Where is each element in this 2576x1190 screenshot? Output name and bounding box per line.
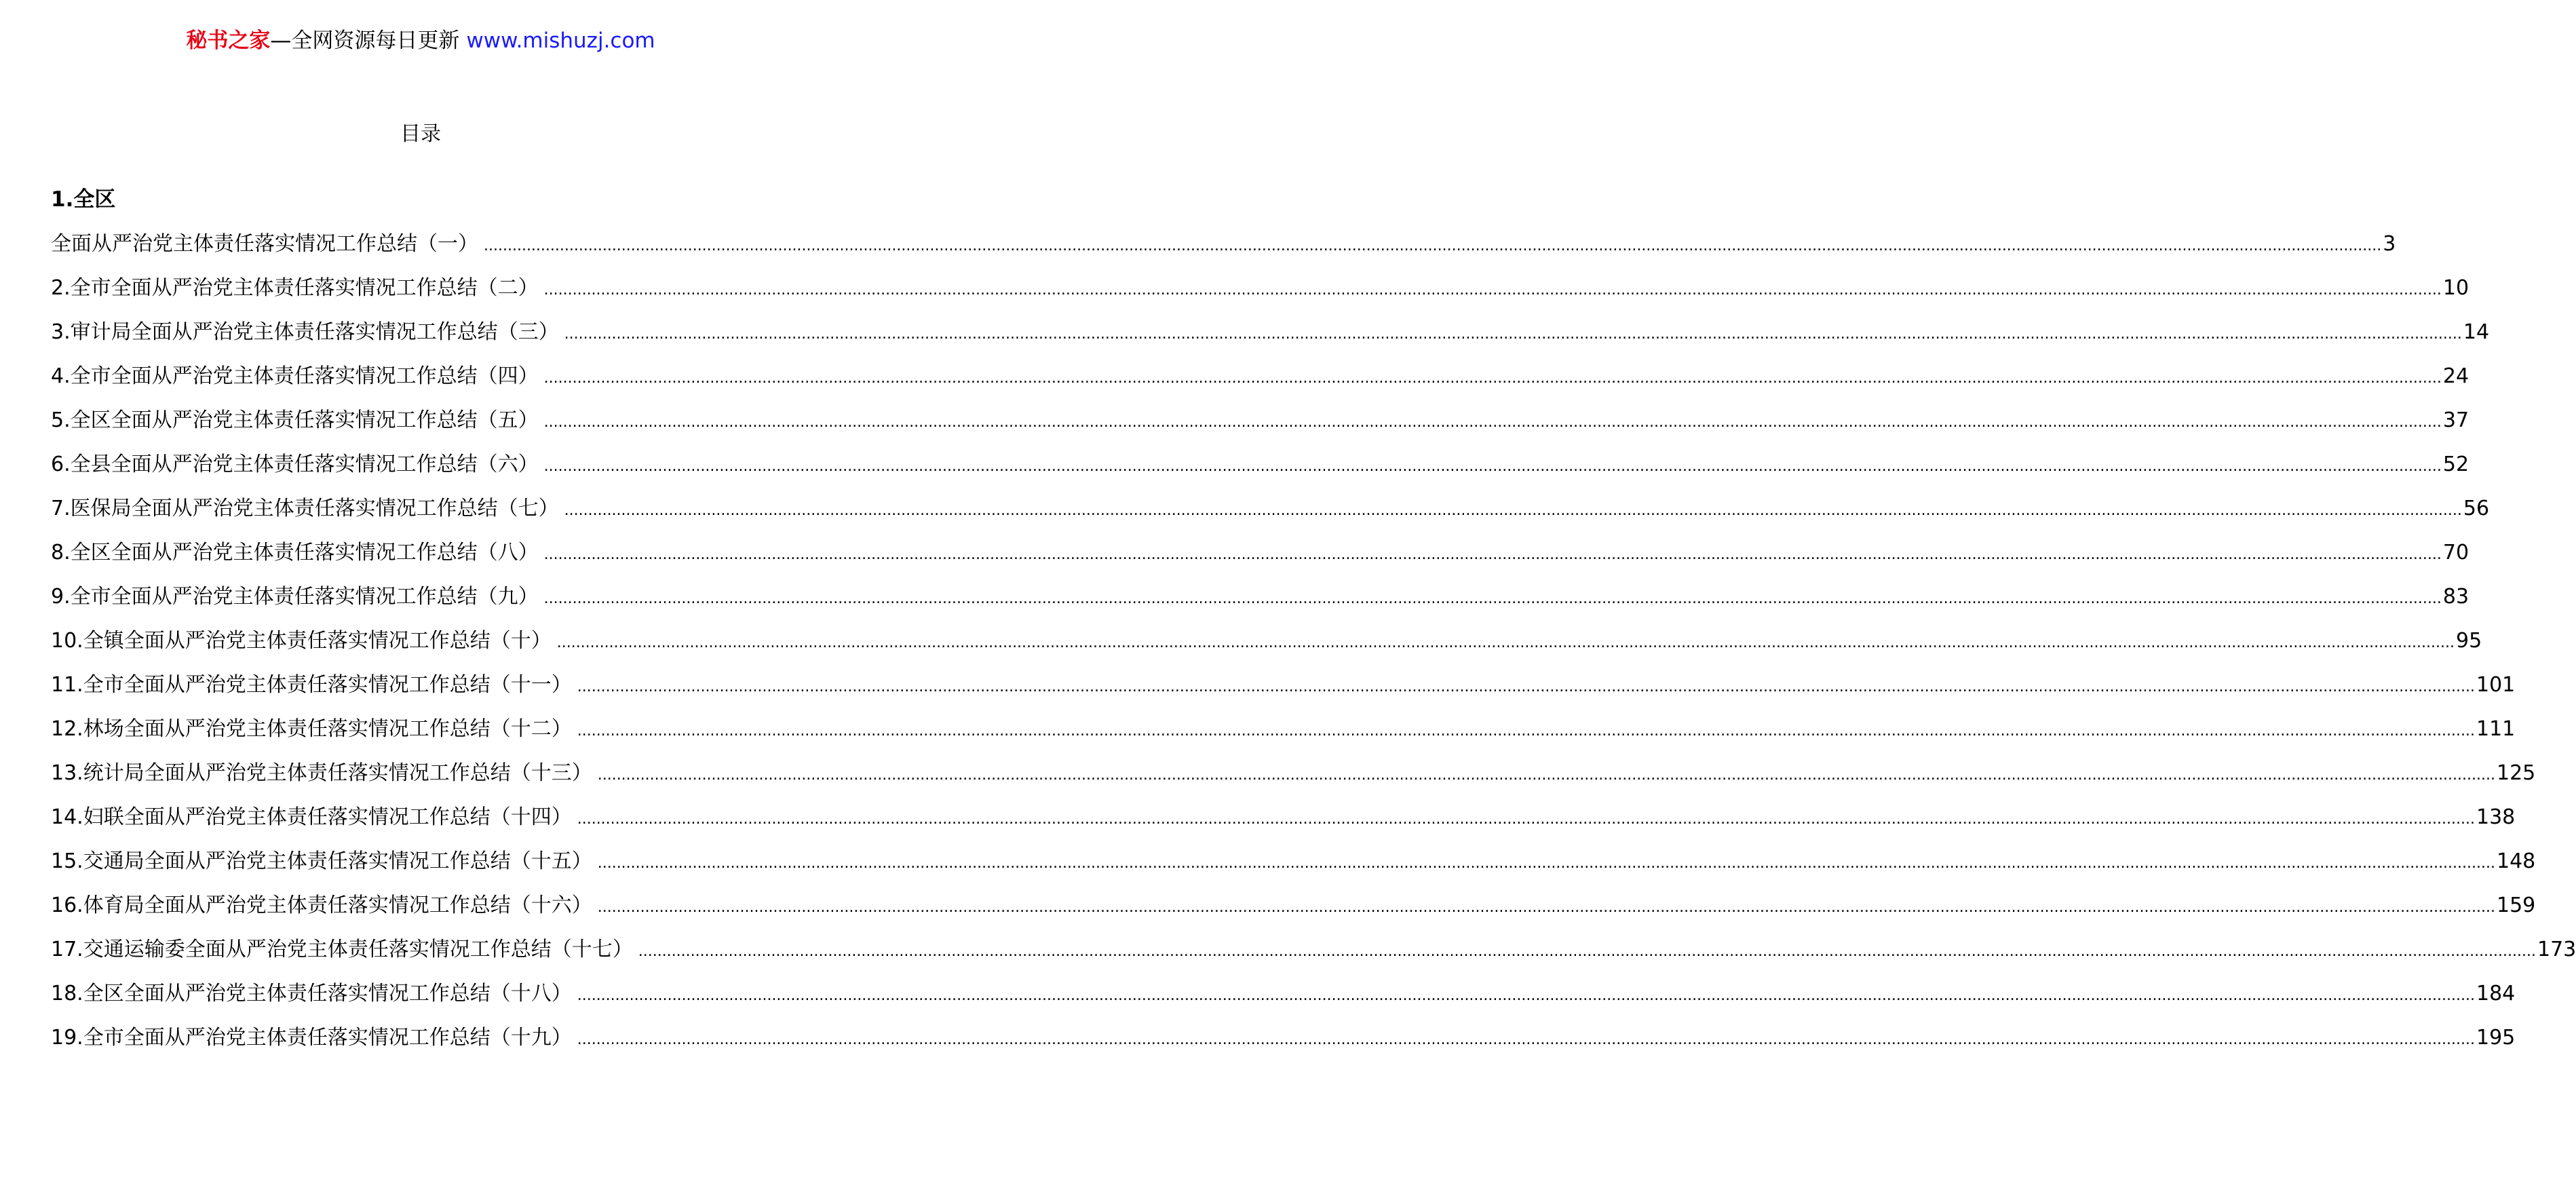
toc-dot-leader: ................................................................................................................................................................................................................................................................................................................................................................................................................ bbox=[564, 502, 2462, 519]
toc-entry-page-number: 138 bbox=[2476, 805, 2516, 829]
toc-dot-leader: ................................................................................................................................................................................................................................................................................................................................................................................................................ bbox=[543, 590, 2442, 607]
toc-entry-title: 17.交通运输委全面从严治党主体责任落实情况工作总结（十七） bbox=[51, 938, 633, 961]
toc-entry-title: 13.统计局全面从严治党主体责任落实情况工作总结（十三） bbox=[51, 761, 592, 785]
toc-entry[interactable] bbox=[51, 450, 2469, 494]
toc-dot-leader: ................................................................................................................................................................................................................................................................................................................................................................................................................ bbox=[577, 987, 2475, 1004]
toc-entry-page-number: 83 bbox=[2442, 585, 2469, 609]
toc-entry-page-number: 56 bbox=[2463, 497, 2490, 520]
toc-entry[interactable] bbox=[51, 538, 2469, 582]
toc-entry[interactable] bbox=[51, 318, 2490, 362]
toc-dot-leader: ................................................................................................................................................................................................................................................................................................................................................................................................................ bbox=[543, 414, 2442, 431]
toc-entry-title: 全面从严治党主体责任落实情况工作总结（一） bbox=[51, 232, 478, 256]
toc-entry-title: 7.医保局全面从严治党主体责任落实情况工作总结（七） bbox=[51, 497, 559, 520]
toc-entry-page-number: 184 bbox=[2476, 982, 2516, 1005]
toc-entry[interactable] bbox=[51, 979, 2516, 1023]
toc-entry-page-number: 111 bbox=[2476, 717, 2516, 741]
site-url-link[interactable]: www.mishuzj.com bbox=[466, 28, 655, 53]
toc-entry-title: 9.全市全面从严治党主体责任落实情况工作总结（九） bbox=[51, 585, 539, 609]
table-of-contents bbox=[51, 229, 2576, 1067]
toc-entry[interactable] bbox=[51, 582, 2469, 626]
toc-entry-page-number: 52 bbox=[2442, 453, 2469, 476]
toc-entry-page-number: 101 bbox=[2476, 673, 2516, 697]
toc-entry-title: 14.妇联全面从严治党主体责任落实情况工作总结（十四） bbox=[51, 805, 572, 829]
toc-entry-title: 4.全市全面从严治党主体责任落实情况工作总结（四） bbox=[51, 364, 539, 388]
toc-entry-title: 2.全市全面从严治党主体责任落实情况工作总结（二） bbox=[51, 276, 539, 300]
toc-entry[interactable] bbox=[51, 1023, 2516, 1067]
toc-entry-page-number: 159 bbox=[2496, 894, 2536, 917]
toc-entry-page-number: 14 bbox=[2463, 320, 2490, 344]
toc-entry[interactable] bbox=[51, 935, 2576, 979]
toc-dot-leader: ................................................................................................................................................................................................................................................................................................................................................................................................................ bbox=[543, 546, 2442, 563]
toc-entry[interactable] bbox=[51, 229, 2396, 273]
toc-entry-page-number: 173 bbox=[2537, 938, 2576, 961]
toc-entry-page-number: 195 bbox=[2476, 1026, 2516, 1050]
section-heading: 1.全区 bbox=[51, 187, 116, 212]
toc-dot-leader: ................................................................................................................................................................................................................................................................................................................................................................................................................ bbox=[556, 634, 2455, 651]
document-title: 目录 bbox=[400, 122, 441, 146]
brand-name: 秘书之家 bbox=[186, 28, 271, 53]
toc-dot-leader: ................................................................................................................................................................................................................................................................................................................................................................................................................ bbox=[577, 723, 2475, 740]
toc-entry-page-number: 37 bbox=[2442, 408, 2469, 432]
toc-dot-leader: ................................................................................................................................................................................................................................................................................................................................................................................................................ bbox=[597, 855, 2495, 872]
toc-dot-leader: ................................................................................................................................................................................................................................................................................................................................................................................................................ bbox=[543, 458, 2442, 475]
toc-dot-leader: ................................................................................................................................................................................................................................................................................................................................................................................................................ bbox=[543, 282, 2442, 299]
toc-entry-page-number: 148 bbox=[2496, 849, 2536, 873]
toc-entry-title: 8.全区全面从严治党主体责任落实情况工作总结（八） bbox=[51, 541, 539, 564]
toc-dot-leader: ................................................................................................................................................................................................................................................................................................................................................................................................................ bbox=[597, 767, 2495, 784]
toc-entry-page-number: 3 bbox=[2383, 232, 2396, 256]
toc-entry[interactable] bbox=[51, 362, 2469, 406]
toc-entry-title: 15.交通局全面从严治党主体责任落实情况工作总结（十五） bbox=[51, 849, 592, 873]
toc-entry-title: 19.全市全面从严治党主体责任落实情况工作总结（十九） bbox=[51, 1026, 572, 1050]
toc-entry-page-number: 95 bbox=[2455, 629, 2482, 653]
toc-entry-page-number: 10 bbox=[2442, 276, 2469, 300]
toc-dot-leader: ................................................................................................................................................................................................................................................................................................................................................................................................................ bbox=[597, 899, 2495, 916]
toc-entry-title: 11.全市全面从严治党主体责任落实情况工作总结（十一） bbox=[51, 673, 572, 697]
toc-entry-title: 3.审计局全面从严治党主体责任落实情况工作总结（三） bbox=[51, 320, 559, 344]
toc-entry[interactable] bbox=[51, 273, 2469, 318]
header-tagline: —全网资源每日更新 bbox=[270, 28, 460, 53]
toc-dot-leader: ................................................................................................................................................................................................................................................................................................................................................................................................................ bbox=[484, 237, 2382, 254]
toc-dot-leader: ................................................................................................................................................................................................................................................................................................................................................................................................................ bbox=[543, 370, 2442, 387]
page-header bbox=[0, 26, 841, 56]
toc-entry-title: 12.林场全面从严治党主体责任落实情况工作总结（十二） bbox=[51, 717, 572, 741]
toc-dot-leader: ................................................................................................................................................................................................................................................................................................................................................................................................................ bbox=[577, 1031, 2475, 1048]
toc-entry[interactable] bbox=[51, 847, 2536, 891]
toc-dot-leader: ................................................................................................................................................................................................................................................................................................................................................................................................................ bbox=[638, 943, 2536, 960]
toc-entry-title: 5.全区全面从严治党主体责任落实情况工作总结（五） bbox=[51, 408, 539, 432]
toc-entry-title: 16.体育局全面从严治党主体责任落实情况工作总结（十六） bbox=[51, 894, 592, 917]
toc-entry[interactable] bbox=[51, 670, 2516, 714]
toc-entry[interactable] bbox=[51, 759, 2536, 803]
toc-entry[interactable] bbox=[51, 626, 2482, 670]
toc-entry[interactable] bbox=[51, 406, 2469, 450]
toc-entry[interactable] bbox=[51, 714, 2516, 759]
toc-entry-title: 18.全区全面从严治党主体责任落实情况工作总结（十八） bbox=[51, 982, 572, 1005]
toc-dot-leader: ................................................................................................................................................................................................................................................................................................................................................................................................................ bbox=[577, 811, 2475, 828]
toc-entry-title: 10.全镇全面从严治党主体责任落实情况工作总结（十） bbox=[51, 629, 552, 653]
toc-dot-leader: ................................................................................................................................................................................................................................................................................................................................................................................................................ bbox=[564, 326, 2462, 343]
toc-entry-page-number: 24 bbox=[2442, 364, 2469, 388]
toc-entry[interactable] bbox=[51, 891, 2536, 935]
toc-dot-leader: ................................................................................................................................................................................................................................................................................................................................................................................................................ bbox=[577, 678, 2475, 695]
toc-entry-page-number: 125 bbox=[2496, 761, 2536, 785]
toc-entry[interactable] bbox=[51, 803, 2516, 847]
toc-entry-title: 6.全县全面从严治党主体责任落实情况工作总结（六） bbox=[51, 453, 539, 476]
toc-entry[interactable] bbox=[51, 494, 2490, 538]
toc-entry-page-number: 70 bbox=[2442, 541, 2469, 564]
